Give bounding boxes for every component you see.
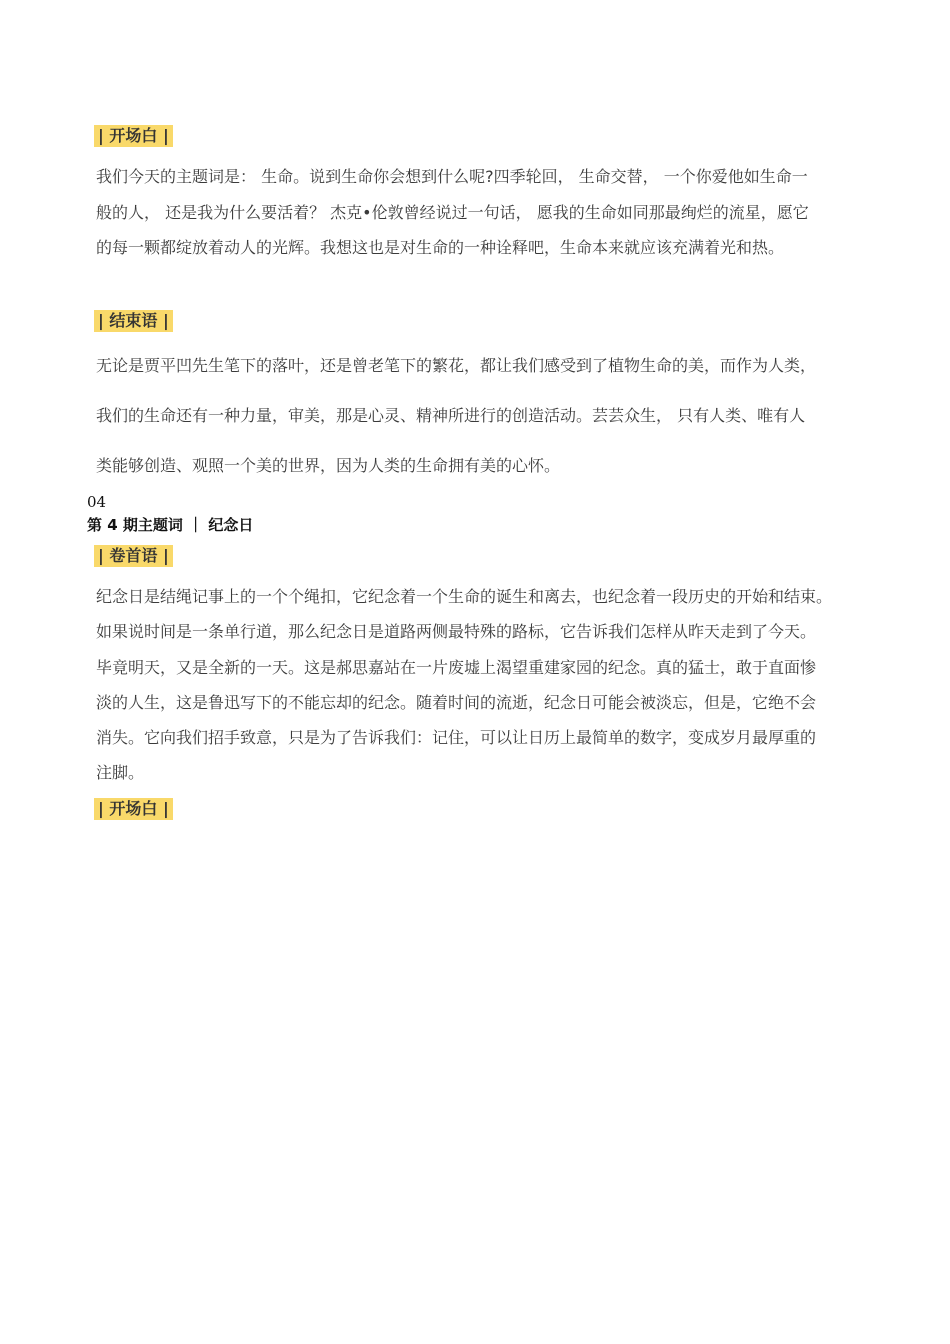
closing-paragraph: [96, 341, 876, 491]
preface-paragraph: [96, 579, 876, 791]
paragraph-line: 如果说时间是一条单行道，那么纪念日是道路两侧最特殊的路标，它告诉我们怎样从昨天走到了今天。: [96, 622, 817, 642]
paragraph-line: 般的人， 还是我为什么要活着？ 杰克•伦敦曾经说过一句话， 愿我的生命如同那最绚烂的流星，愿它: [96, 202, 809, 222]
section-tag-closing: | 结束语 |: [94, 310, 173, 332]
paragraph-line: 的每一颗都绽放着动人的光辉。我想这也是对生命的一种诠释吧，生命本来就应该充满着光和热。: [96, 238, 785, 257]
section-tag-opening-issue4: | 开场白 |: [94, 798, 173, 820]
issue-title: 第 4 期主题词 ｜ 纪念日: [87, 516, 254, 534]
paragraph-line: 我们的生命还有一种力量，审美，那是心灵、精神所进行的创造活动。芸芸众生， 只有人类、唯有人: [96, 406, 806, 425]
paragraph-line: 消失。它向我们招手致意，只是为了告诉我们：记住，可以让日历上最简单的数字，变成岁月最厚重的: [96, 728, 817, 748]
paragraph-line: 我们今天的主题词是： 生命。说到生命你会想到什么呢?四季轮回， 生命交替， 一个你爱他如生命一: [96, 167, 808, 186]
paragraph-line: 纪念日是结绳记事上的一个个绳扣，它纪念着一个生命的诞生和离去，也纪念着一段历史的开始和结束。: [96, 587, 833, 606]
section-tag-preface: | 卷首语 |: [94, 545, 173, 567]
paragraph-line: 毕竟明天，又是全新的一天。这是郝思嘉站在一片废墟上渴望重建家园的纪念。真的猛士，敢于直面惨: [96, 657, 817, 677]
paragraph-line: 注脚。: [96, 763, 145, 783]
paragraph-line: 无论是贾平凹先生笔下的落叶，还是曾老笔下的繁花，都让我们感受到了植物生命的美，而作为人类，: [96, 356, 817, 375]
section-tag-opening: | 开场白 |: [94, 125, 173, 147]
paragraph-line: 类能够创造、观照一个美的世界，因为人类的生命拥有美的心怀。: [96, 456, 561, 475]
issue-number: 04: [87, 493, 107, 511]
paragraph-line: 淡的人生，这是鲁迅写下的不能忘却的纪念。随着时间的流逝，纪念日可能会被淡忘，但是，它绝不会: [96, 692, 817, 712]
opening-paragraph: [96, 159, 876, 266]
